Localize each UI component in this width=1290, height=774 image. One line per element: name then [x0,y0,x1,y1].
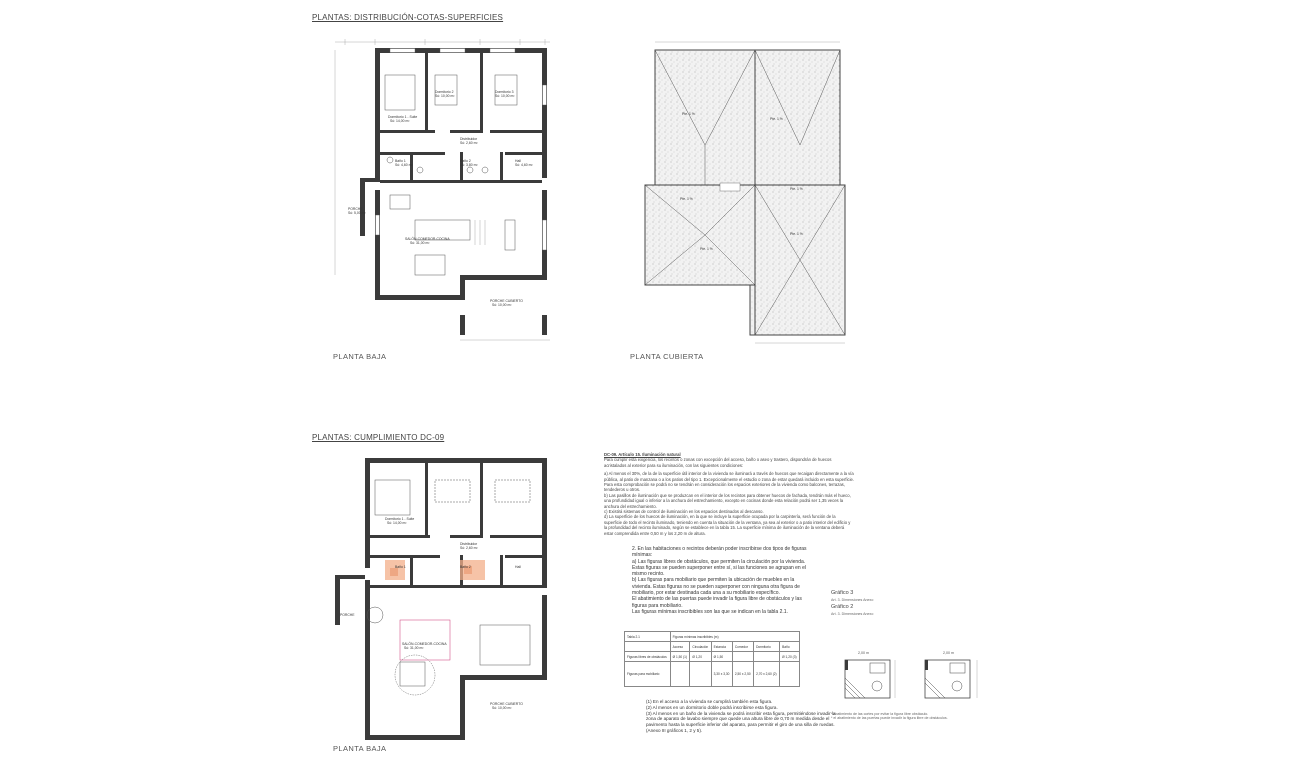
note-2: (2) Al menos en un dormitorio doble podrá inscribirse esta figura. [646,704,778,710]
table-cell: Ø 1,50 [711,652,732,662]
grafico-dim-1: 2,00 m [858,651,869,655]
label-salon-area-b: Sú: 31,00 m² [404,646,424,650]
label-bano1: Baño 1 [395,159,406,163]
floor-plan-bottom [330,450,560,745]
roof-slope-4: Pte. 1 % [790,187,803,191]
caption-planta-baja-bottom: PLANTA BAJA [333,744,387,753]
label-dorm1-b: Dormitorio 1 - Suite [385,517,415,521]
table-cell: 2,70 x 2,60 (2) [754,662,780,687]
top-section-title: PLANTAS: DISTRIBUCIÓN-COTAS-SUPERFICIES [312,13,504,22]
roof-slope-3: Pte. 1 % [680,197,693,201]
label-porche-cubierto: PORCHE CUBIERTO [490,299,523,303]
note-3: (3) Al menos en un baño de la vivienda se podrá inscribir esta figura, permitiéndose invadir la zona de aparato de lavabo siempre que quede una altura libre de 0,70 m medida desde el pavimento hasta la superficie inferior del aparato, para permitir el giro de una silla de ruedas. [646,710,836,728]
note-1: (1) En el acceso a la vivienda se cumplirá también esta figura. [646,699,773,704]
figures-table [624,631,800,687]
label-dorm1: Dormitorio 1 - Suite [388,115,418,119]
table-cell: Comedor [732,642,753,652]
table-cell: Tabla 2.1 [625,632,671,642]
table-cell: Figuras para mobiliario [625,662,671,687]
label-bano2-b: Baño 2 [460,565,471,569]
table-cell: Ø 1,50 (1) [670,652,690,662]
label-hall-area: Sú: 4,60 m² [515,163,533,167]
table-header-row [625,632,800,642]
label-dist-b: Distribuidor [460,542,478,546]
grafico-caption: * abatimiento de las cortes por evitar la figura libre obstáculo. * el abatimiento de las puertas puede invadir la figura libre de obstáculos. [831,712,948,720]
label-porche-cubierto-area: Sú: 10,00 m² [492,303,512,307]
label-dorm2: Dormitorio 2 [435,90,454,94]
table-cell [732,652,753,662]
grafico-drawings [840,648,1000,708]
table-row [625,662,800,687]
table-cell: Baño [780,642,800,652]
label-porche-cubierto-b: PORCHE CUBIERTO [490,702,523,706]
regulation-p2: a) Al menos el 30%, de la de la superficie útil interior de la vivienda se iluminará a través de huecos que recaigan directamente a la vía pública, al patio de manzana o a los patios del tipo 1. Excepcionalmente el estudio o zona de estar quedará incluido en esta superficie. Para esta comprobación se podrá no se tendrán en consideración los espacios exteriores de la vivienda como balcones, terrazas, tendederos u otros. [604,471,855,493]
table-cell: Acceso [670,642,690,652]
table-cell [690,662,711,687]
label-salon: SALÓN-COMEDOR-COCINA [405,237,450,241]
notes-text [646,699,836,734]
grafico-3-title: Gráfico 3 [831,590,854,596]
table-cell: Ø 1,20 (3) [780,652,800,662]
label-salon-b: SALÓN-COMEDOR-COCINA [402,642,447,646]
table-cell [780,662,800,687]
table-col-row [625,642,800,652]
table-cell [625,642,671,652]
roof-slope-6: Pte. 1 % [790,232,803,236]
label-bano2: Baño 2 [460,159,471,163]
caption-planta-baja-top: PLANTA BAJA [333,352,387,361]
label-dorm1-area: Sú: 14,00 m² [390,119,410,123]
label-dorm2-area: Sú: 10,00 m² [435,94,455,98]
grafico-2-sub: Art. 3. Dimensiones Anexo [831,612,874,616]
table-cell: Estancia [711,642,732,652]
req-p1: 2. En las habitaciones o recintos deberán poder inscribirse dos tipos de figuras mínimas: [632,546,807,559]
table-row [625,652,800,662]
label-porche-cubierto-area-b: Sú: 10,00 m² [492,706,512,710]
grafico-2-title: Gráfico 2 [831,604,854,610]
label-porche-b: PORCHE [340,613,355,617]
bottom-section-title: PLANTAS: CUMPLIMIENTO DC-09 [312,433,445,442]
regulation-heading: DC-09. Artículo 15. Iluminación natural [604,452,681,457]
regulation-p1: Para cumplir esta exigencia, los recintos o zonas con excepción del acceso, baño o aseo y trastero, dispondrán de huecos acristalados al exterior para su iluminación, con las siguientes condiciones: [604,457,832,468]
table-cell: Figuras mínimas inscribibles (m) [670,632,799,642]
requirements-text [632,546,812,615]
table-cell [670,662,690,687]
label-dist-area-b: Sú: 2,60 m² [460,546,478,550]
label-porche: PORCHE [348,207,363,211]
req-p2: a) Las figuras libres de obstáculos, que permiten la circulación por la vivienda. Estas figuras se pueden superponer entre sí, si las funciones se agrupan en el mismo recinto. [632,558,806,578]
label-dorm3: Dormitorio 3 [495,90,514,94]
label-salon-area: Sú: 31,00 m² [410,241,430,245]
label-hall-b: Hall [515,565,521,569]
table-cell: 2,50 x 2,50 [732,662,753,687]
table-cell: Figuras libres de obstáculos [625,652,671,662]
regulation-text [604,452,854,536]
req-p4: El abatimiento de las puertas puede invadir la figura libre de obstáculos y las figuras para mobiliario. [632,596,802,609]
roof-slope-2: Pte. 1 % [770,117,783,121]
req-p3: b) Las figuras para mobiliario que permiten la ubicación de muebles en la vivienda. Estas figuras no se pueden superponer con ninguna otra figura de mobiliario, por estar destinada cada una a su mobiliario específico. [632,577,800,597]
label-bano1-b: Baño 1 [395,565,406,569]
roof-plan [610,35,860,350]
floor-plan-top [330,30,560,350]
regulation-p4: c) Existirá sistemas de control de iluminación en los espacios destinados al descanso. [604,509,764,515]
label-dorm3-area: Sú: 10,00 m² [495,94,515,98]
req-p5: Las figuras mínimas inscribibles son las que se indican en la tabla 2.1. [632,608,788,615]
grafico-3-sub: Art. 3. Dimensiones Anexo [831,598,874,602]
regulation-p3: b) Las pasillos de iluminación que se produzcan en el interior de los recintos para obtener huecos de fachada, tendrán más el hueco, una profundidad igual o inferior a la anchura del estrechamiento, excepto en cocinas donde esta relación podrá ser 1,35 veces la anchura del estrechamiento. [604,492,851,509]
label-bano1-area: Sú: 4,60 m² [395,163,413,167]
table-cell [754,652,780,662]
note-4: (Anexo III gráficos 1, 2 y 5). [646,727,703,733]
table-cell: 3,30 x 3,30 [711,662,732,687]
roof-slope-1: Pte. 1 % [682,112,695,116]
grafico-dim-2: 2,00 m [943,651,954,655]
label-dist-area: Sú: 2,60 m² [460,141,478,145]
label-bano2-area: Sú: 3,80 m² [460,163,478,167]
caption-planta-cubierta: PLANTA CUBIERTA [630,352,704,361]
label-dorm1-area-b: Sú: 14,00 m² [387,521,407,525]
table-cell: Dormitorio [754,642,780,652]
table-cell: Ø 1,20 [690,652,711,662]
label-dist: Distribuidor [460,137,478,141]
regulation-p5: d) La superficie de los huecos de iluminación, en la que se incluye la superficie ocupada por la carpintería, será función de la superficie de todo el recinto iluminado, teniendo en cuenta la situación de la ventana, ya sea al exterior o a patio interior del edificio y la profundidad del recinto iluminado, según se establece en la tabla 15. La superficie mínima de iluminación de la ventana deberá estar comprendida entre 0,50 m y los 2,20 m de altura. [604,514,851,536]
label-hall: Hall [515,159,521,163]
label-porche-area: Sú: 5,00 m² [348,211,366,215]
roof-slope-5: Pte. 1 % [700,247,713,251]
table-cell: Circulación [690,642,711,652]
